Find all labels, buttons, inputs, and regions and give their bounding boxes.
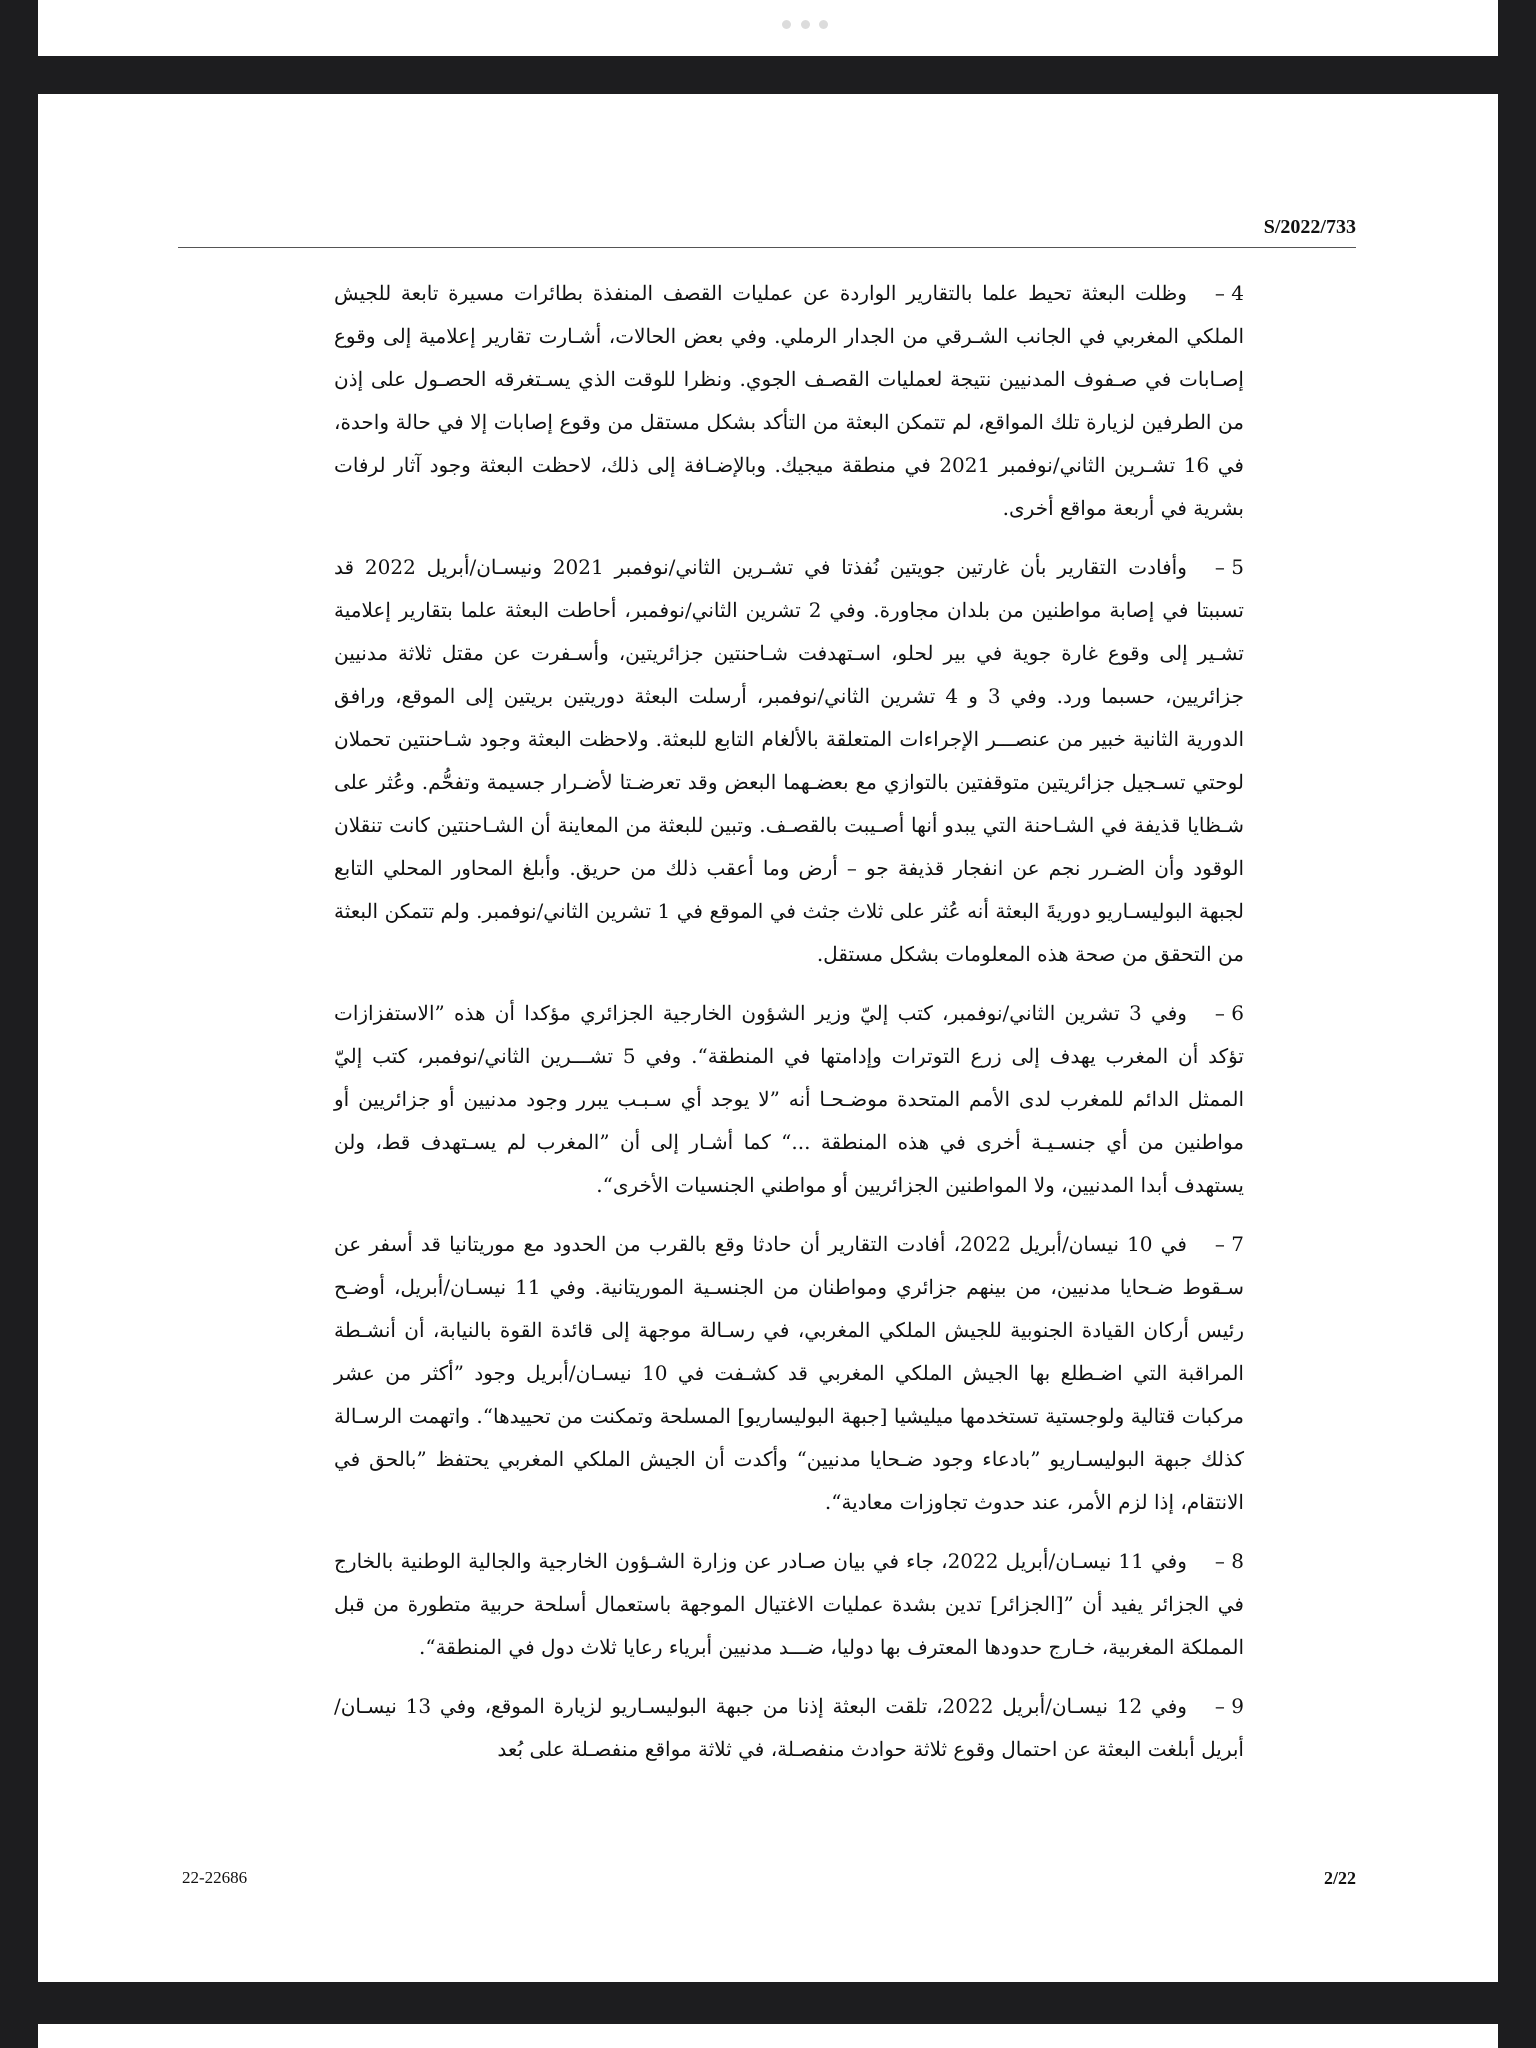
paragraph-number: 8 – [1214, 1549, 1244, 1573]
paragraph-number: 6 – [1214, 1001, 1245, 1025]
document-page [38, 94, 1498, 1982]
paragraph-text: وفي 3 تشرين الثاني/نوفمبر، كتب إليّ وزير الشؤون الخارجية الجزائري مؤكدا أن هذه ”الاستفزازات تؤكد أن المغرب يهدف إلى زرع التوترات وإدامتها في المنطقة“. وفي 5 تشـــرين الثاني/نوفمبر، كتب إليّ الممثل الدائم للمغرب لدى الأمم المتحدة موضـحـا أنه ”لا يوجد أي سـبـب يبرر وجود مدنيين أو جزائريين أو مواطنين من أي جنسـيـة أخرى في هذه المنطقة ...“ كما أشـار إلى أن ”المغرب لم يسـتهدف قط، ولن يستهدف أبدا المدنيين، ولا المواطنين الجزائريين أو مواطني الجنسيات الأخرى“. [334, 1001, 1244, 1197]
paragraph-number: 4 – [1214, 281, 1244, 305]
job-number: 22-22686 [182, 1868, 248, 1887]
document-symbol: S/2022/733 [1263, 216, 1356, 238]
paragraph-4 [334, 272, 1244, 530]
paragraph-text: وفي 11 نيسـان/أبريل 2022، جاء في بيان صـادر عن وزارة الشـؤون الخارجية والجالية الوطنية بالخارج في الجزائر يفيد أن ”[الجزائر] تدين بشدة عمليات الاغتيال الموجهة باستعمال أسلحة حربية متطورة من قبل المملكة المغربية، خـارج حدودها المعترف بها دوليا، ضـــد مدنيين أبرياء رعايا ثلاث دول في المنطقة“. [334, 1549, 1244, 1659]
paragraph-number: 5 – [1214, 555, 1244, 579]
paragraph-text: وظلت البعثة تحيط علما بالتقارير الواردة عن عمليات القصف المنفذة بطائرات مسيرة تابعة للجيش الملكي المغربي في الجانب الشـرقي من الجدار الرملي. وفي بعض الحالات، أشـارت تقارير إعلامية إلى وقوع إصـابات في صـفوف المدنيين نتيجة لعمليات القصـف الجوي. ونظرا للوقت الذي يسـتغرقه الحصـول على إذن من الطرفين لزيارة تلك المواقع، لم تتمكن البعثة من التأكد بشكل مستقل من وقوع إصابات إلا في حالة واحدة، في 16 تشـرين الثاني/نوفمبر 2021 في منطقة ميجيك. وبالإضـافة إلى ذلك، لاحظت البعثة وجود آثار لرفات بشرية في أربعة مواقع أخرى. [334, 281, 1244, 520]
page-indicator: 2/22 [1323, 1868, 1356, 1888]
paragraph-5 [334, 546, 1244, 976]
paragraph-text: في 10 نيسان/أبريل 2022، أفادت التقارير أن حادثا وقع بالقرب من الحدود مع موريتانيا قد أسفر عن سـقوط ضـحايا مدنيين، من بينهم جزائري ومواطنان من الجنسـية الموريتانية. وفي 11 نيسـان/أبريل، أوضـح رئيس أركان القيادة الجنوبية للجيش الملكي المغربي، في رسـالة موجهة إلى قائدة القوة بالنيابة، أن أنشـطة المراقبة التي اضـطلع بها الجيش الملكي المغربي قد كشـفت في 10 نيسـان/أبريل وجود ”أكثر من عشر مركبات قتالية ولوجستية تستخدمها ميليشيا [جبهة البوليساريو] المسلحة وتمكنت من تحييدها“. واتهمت الرسـالة كذلك جبهة البوليسـاريو ”بادعاء وجود ضـحايا مدنيين“ وأكدت أن الجيش الملكي المغربي يحتفظ ”بالحق في الانتقام، إذا لزم الأمر، عند حدوث تجاوزات معادية“. [334, 1232, 1244, 1514]
drag-handle[interactable] [782, 20, 828, 30]
handle-dot [782, 20, 791, 29]
paragraph-text: وفي 12 نيسـان/أبريل 2022، تلقت البعثة إذنا من جبهة البوليسـاريو لزيارة الموقع، وفي 13 نيسـان/أبريل أبلغت البعثة عن احتمال وقوع ثلاثة حوادث منفصـلة، في ثلاثة مواقع منفصـلة على بُعد [334, 1694, 1244, 1761]
page-body [334, 272, 1244, 1787]
handle-dot [801, 20, 810, 29]
paragraph-text: وأفادت التقارير بأن غارتين جويتين نُفذتا في تشـرين الثاني/نوفمبر 2021 ونيسـان/أبريل 2022 قد تسببتا في إصابة مواطنين من بلدان مجاورة. وفي 2 تشرين الثاني/نوفمبر، أحاطت البعثة علما بتقارير إعلامية تشـير إلى وقوع غارة جوية في بير لحلو، اسـتهدفت شـاحنتين جزائريتين، وأسـفرت عن مقتل ثلاثة مدنيين جزائريين، حسبما ورد. وفي 3 و 4 تشرين الثاني/نوفمبر، أرسلت البعثة دوريتين بريتين إلى الموقع، ورافق الدورية الثانية خبير من عنصـــر الإجراءات المتعلقة بالألغام التابع للبعثة. ولاحظت البعثة وجود شـاحنتين تحملان لوحتي تسـجيل جزائريتين متوقفتين بالتوازي مع بعضـهما البعض وقد تعرضـتا لأضـرار جسيمة وتفحُّم. وعُثر على شـظايا قذيفة في الشـاحنة التي يبدو أنها أصـيبت بالقصـف. وتبين للبعثة من المعاينة أن الشـاحنتين كانت تنقلان الوقود وأن الضـرر نجم عن انفجار قذيفة جو – أرض وما أعقب ذلك من حريق. وأبلغ المحاور المحلي التابع لجبهة البوليسـاريو دوريةَ البعثة أنه عُثر على ثلاث جثث في الموقع في 1 تشرين الثاني/نوفمبر. ولم تتمكن البعثة من التحقق من صحة هذه المعلومات بشكل مستقل. [334, 555, 1245, 966]
paragraph-8 [334, 1540, 1244, 1669]
previous-page-edge [38, 0, 1498, 56]
paragraph-7 [334, 1223, 1244, 1524]
paragraph-6 [334, 992, 1244, 1207]
next-page-edge [38, 2024, 1498, 2048]
paragraph-number: 7 – [1214, 1232, 1245, 1256]
header-divider [178, 247, 1356, 248]
paragraph-9 [334, 1685, 1244, 1771]
handle-dot [819, 20, 828, 29]
paragraph-number: 9 – [1214, 1694, 1245, 1718]
